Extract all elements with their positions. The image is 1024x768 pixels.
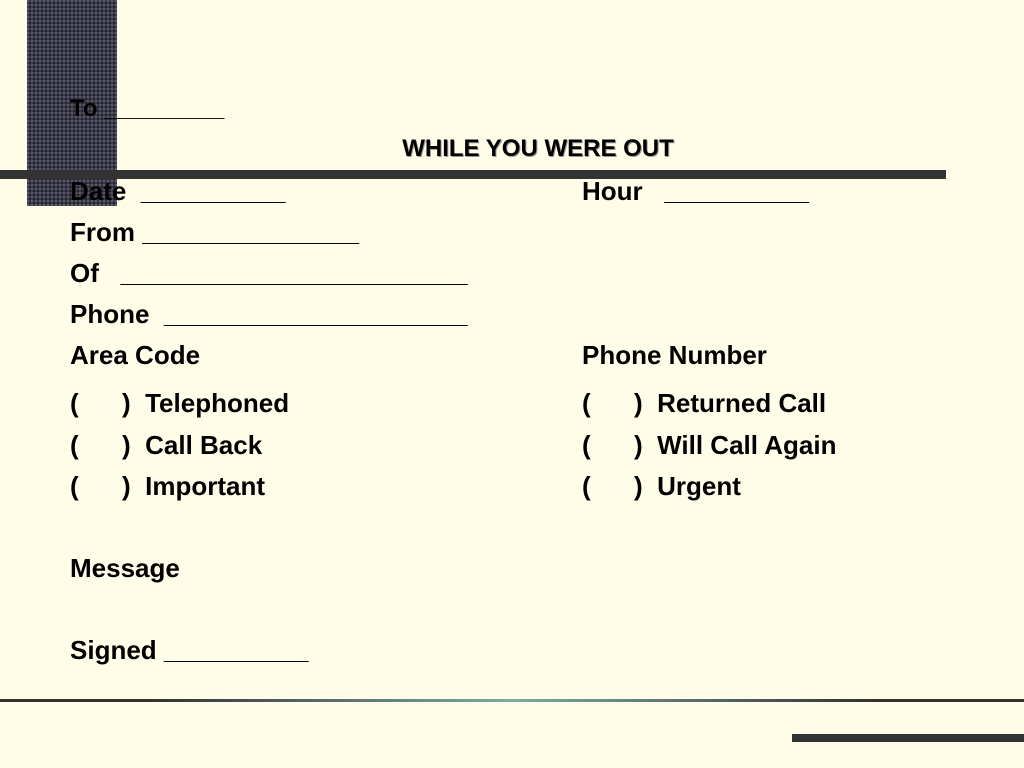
hour-field: Hour __________ [582, 176, 809, 206]
corner-accent-bar [792, 734, 1024, 742]
checkbox-urgent: ( ) Urgent [582, 471, 741, 501]
checkbox-returned-call: ( ) Returned Call [582, 388, 827, 418]
checkbox-telephoned: ( ) Telephoned [70, 388, 290, 418]
bottom-divider-line [0, 699, 1024, 702]
of-field: Of ________________________ [70, 258, 468, 288]
from-field: From _______________ [70, 217, 360, 247]
date-field: Date __________ [70, 176, 286, 206]
to-field: To _________ [70, 95, 225, 122]
phone-field: Phone _____________________ [70, 299, 468, 329]
checkbox-important: ( ) Important [70, 471, 265, 501]
checkbox-will-call-again: ( ) Will Call Again [582, 430, 837, 460]
form-title: WHILE YOU WERE OUT [402, 135, 674, 162]
area-code-label: Area Code [70, 340, 201, 370]
signed-field: Signed __________ [70, 635, 309, 665]
checkbox-call-back: ( ) Call Back [70, 430, 263, 460]
message-label: Message [70, 553, 180, 583]
phone-number-label: Phone Number [582, 340, 767, 370]
